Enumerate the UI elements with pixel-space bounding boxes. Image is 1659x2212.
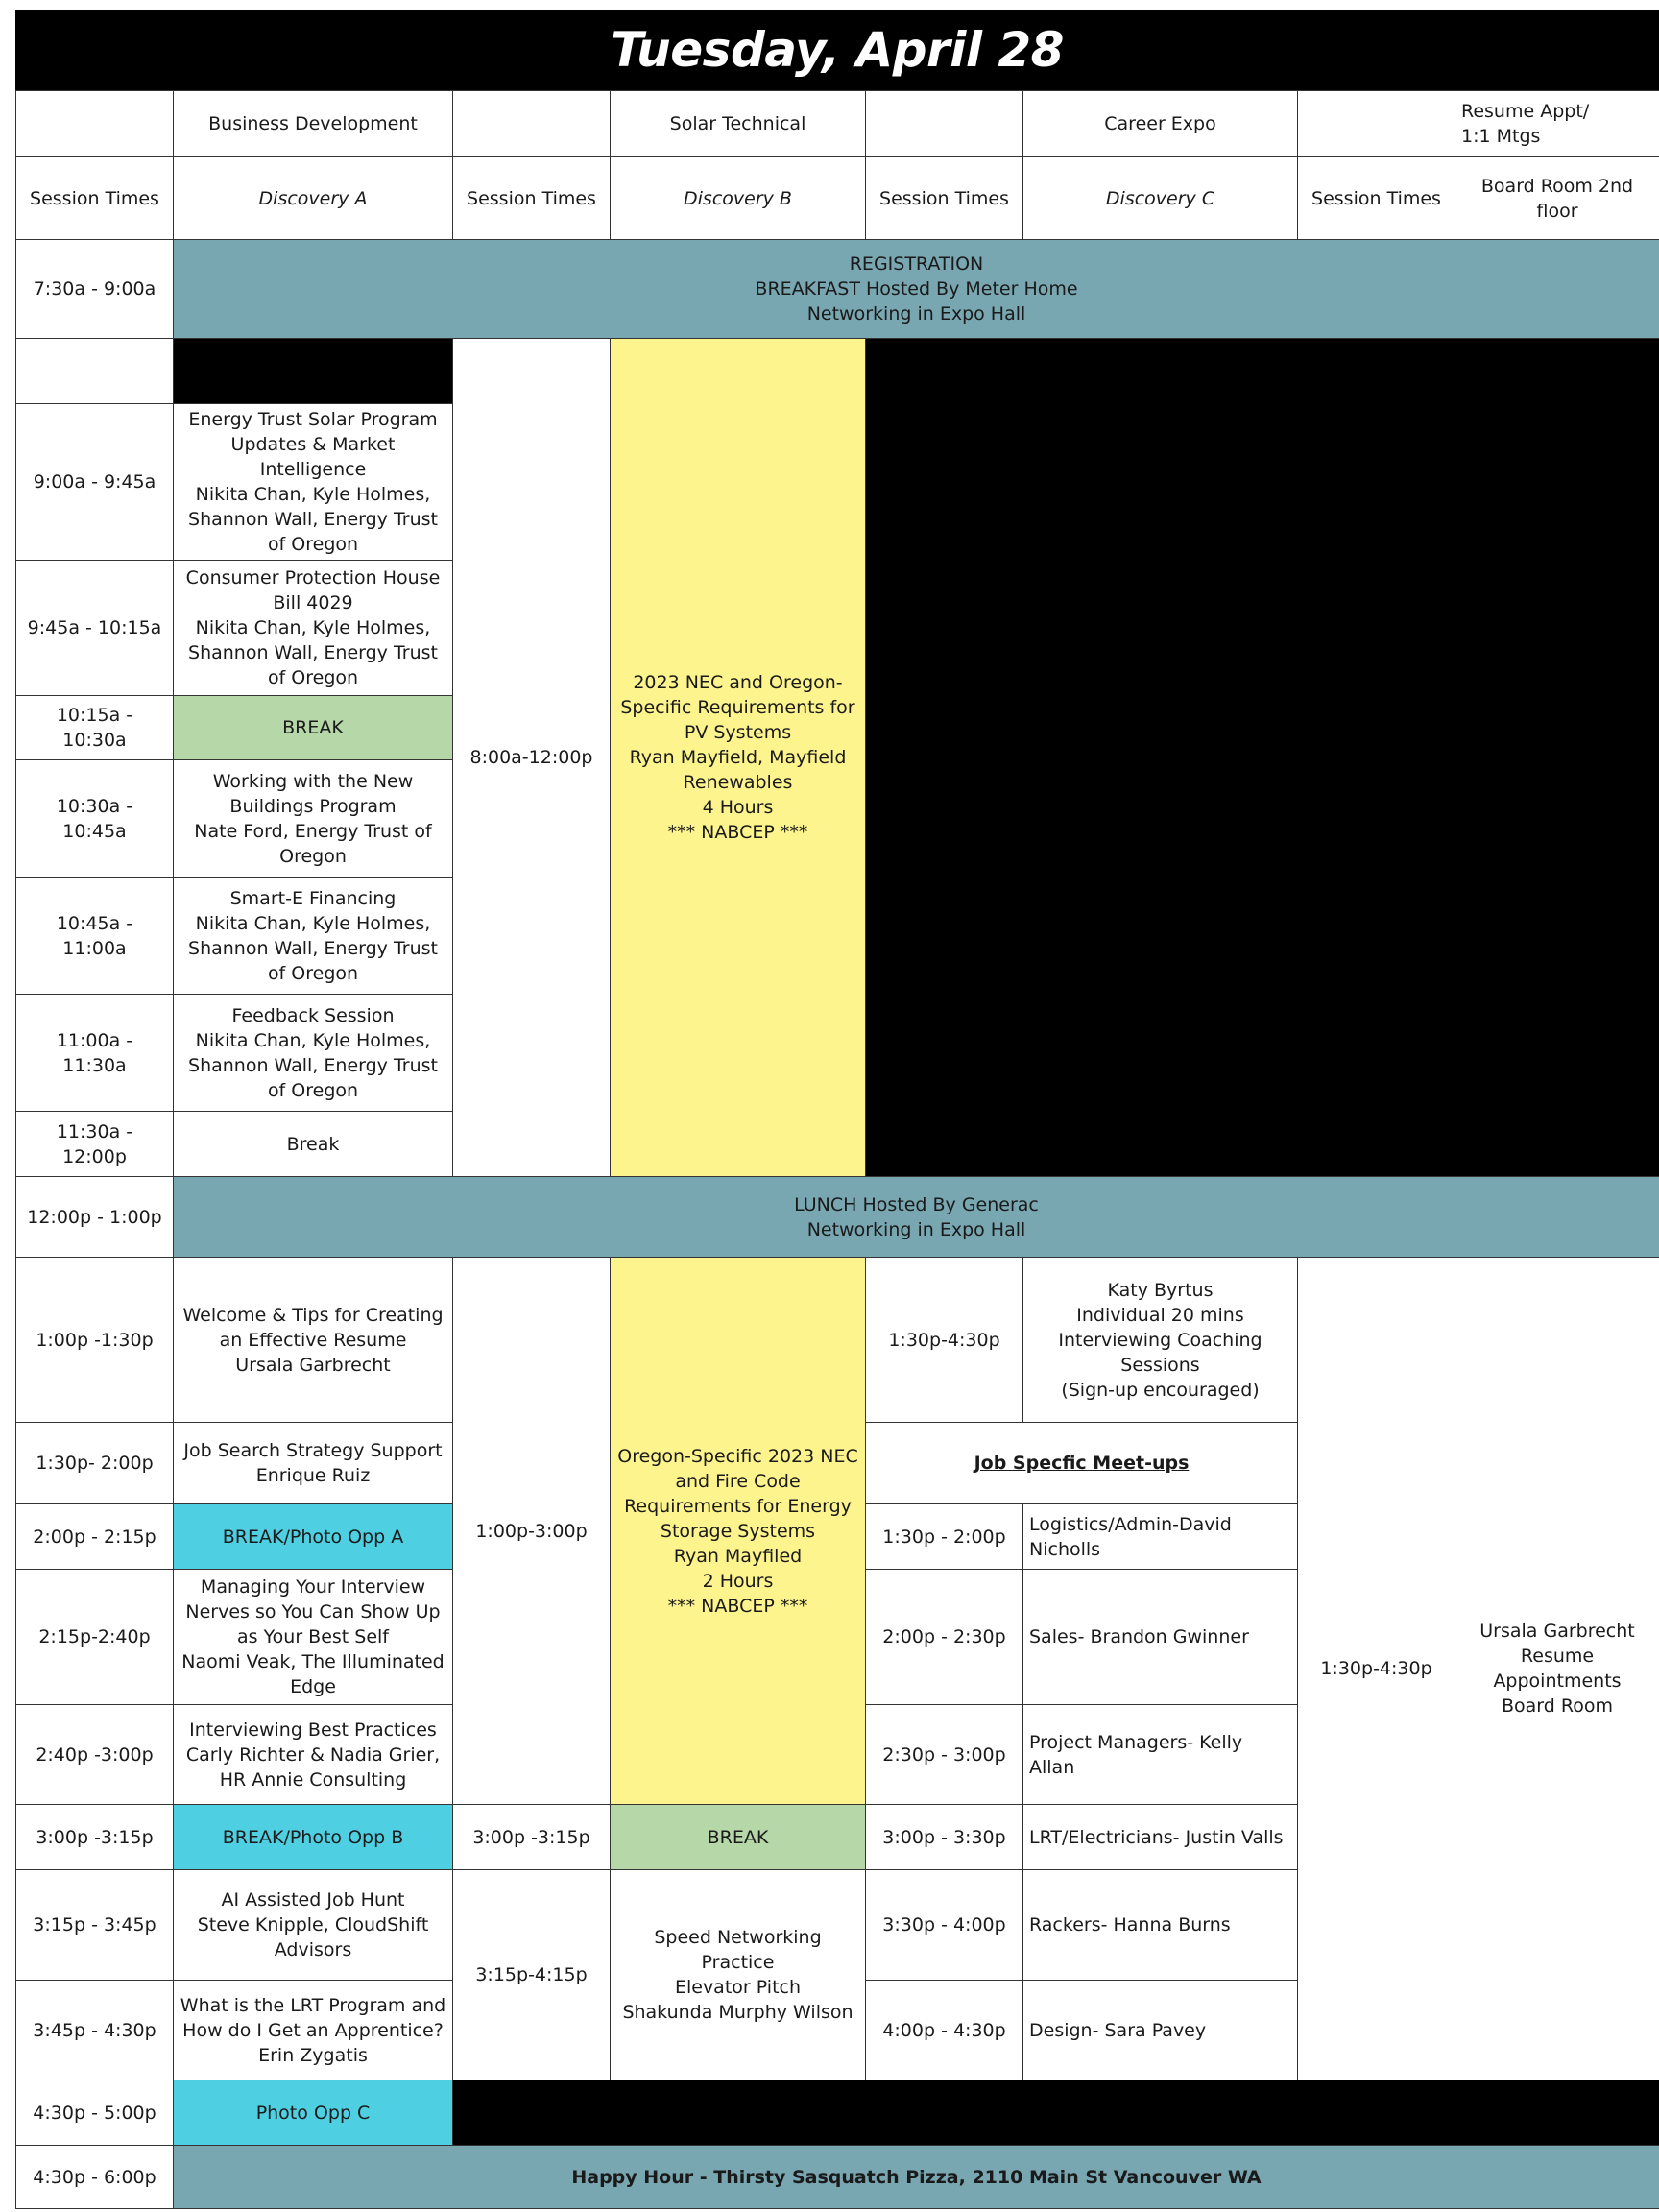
time-cell: 3:45p - 4:30p: [16, 1981, 174, 2080]
empty-header-cell: [866, 91, 1023, 157]
meetup-cell: Rackers- Hanna Burns: [1023, 1870, 1298, 1981]
time-cell: 2:40p -3:00p: [16, 1705, 174, 1805]
track-business-development: Business Development: [174, 91, 453, 157]
room-header-row: [16, 157, 1659, 240]
registration-row: [16, 240, 1659, 339]
session-cell: Break: [174, 1112, 453, 1177]
time-cell: 10:30a - 10:45a: [16, 760, 174, 878]
meetup-time: 2:00p - 2:30p: [866, 1570, 1023, 1705]
time-cell: 1:30p- 2:00p: [16, 1423, 174, 1504]
schedule-table: [15, 90, 1659, 2209]
time-cell: 10:45a - 11:00a: [16, 878, 174, 995]
session-cell: Working with the New Buildings Program Nate Ford, Energy Trust of Oregon: [174, 760, 453, 878]
break-cell: Photo Opp C: [174, 2080, 453, 2146]
networking-time: 3:15p-4:15p: [453, 1870, 611, 2080]
meetup-time: 2:30p - 3:00p: [866, 1705, 1023, 1805]
schedule-row: [16, 2080, 1659, 2146]
meetup-cell: Project Managers- Kelly Allan: [1023, 1705, 1298, 1805]
session-cell: Welcome & Tips for Creating an Effective Resume Ursala Garbrecht: [174, 1258, 453, 1423]
time-cell: 4:30p - 5:00p: [16, 2080, 174, 2146]
break-cell: BREAK/Photo Opp A: [174, 1504, 453, 1570]
blocked-area: [453, 2080, 1659, 2146]
session-times-header: Session Times: [453, 157, 611, 240]
time-cell: 9:00a - 9:45a: [16, 404, 174, 561]
schedule-row: [16, 1258, 1659, 1423]
meetup-cell: Sales- Brandon Gwinner: [1023, 1570, 1298, 1705]
time-cell: 11:30a - 12:00p: [16, 1112, 174, 1177]
session-times-header: Session Times: [866, 157, 1023, 240]
empty-header-cell: [16, 91, 174, 157]
time-cell: 2:15p-2:40p: [16, 1570, 174, 1705]
empty-header-cell: [1298, 91, 1455, 157]
session-times-header: Session Times: [16, 157, 174, 240]
solar-morning-time: 8:00a-12:00p: [453, 339, 611, 1177]
session-cell: Nikita: [174, 339, 453, 404]
time-cell: 1:00p -1:30p: [16, 1258, 174, 1423]
meetup-time: 3:00p - 3:30p: [866, 1805, 1023, 1870]
session-cell: Smart-E Financing Nikita Chan, Kyle Holmes, Shannon Wall, Energy Trust of Oregon: [174, 878, 453, 995]
solar-break-time: 3:00p -3:15p: [453, 1805, 611, 1870]
empty-header-cell: [453, 91, 611, 157]
lunch-banner: LUNCH Hosted By Generac Networking in Expo Hall: [174, 1177, 1659, 1258]
room-discovery-b: Discovery B: [611, 157, 866, 240]
break-cell: BREAK: [174, 696, 453, 760]
page-title: Tuesday, April 28: [611, 22, 1064, 78]
schedule-sheet: [15, 10, 1659, 2208]
session-cell: Feedback Session Nikita Chan, Kyle Holmes, Shannon Wall, Energy Trust of Oregon: [174, 995, 453, 1112]
coaching-session: Katy Byrtus Individual 20 mins Interviewing Coaching Sessions (Sign-up encouraged): [1023, 1258, 1298, 1423]
time-cell: 2:00p - 2:15p: [16, 1504, 174, 1570]
track-solar-technical: Solar Technical: [611, 91, 866, 157]
solar-afternoon-time: 1:00p-3:00p: [453, 1258, 611, 1805]
track-career-expo: Career Expo: [1023, 91, 1298, 157]
resume-time: 1:30p-4:30p: [1298, 1258, 1455, 2080]
blocked-area: [866, 339, 1659, 1177]
happy-hour-row: [16, 2146, 1659, 2209]
room-board-room: Board Room 2nd floor: [1455, 157, 1659, 240]
track-resume-appointments: Resume Appt/ 1:1 Mtgs: [1455, 91, 1659, 157]
session-cell: What is the LRT Program and How do I Get an Apprentice? Erin Zygatis: [174, 1981, 453, 2080]
solar-morning-session: 2023 NEC and Oregon-Specific Requirements for PV Systems Ryan Mayfield, Mayfield Renewables 4 Hours *** NABCEP ***: [611, 339, 866, 1177]
room-discovery-c: Discovery C: [1023, 157, 1298, 240]
time-cell: 9:45a - 10:15a: [16, 561, 174, 696]
session-cell: Consumer Protection House Bill 4029 Nikita Chan, Kyle Holmes, Shannon Wall, Energy Trust of Oregon: [174, 561, 453, 696]
time-cell: 3:00p -3:15p: [16, 1805, 174, 1870]
meetup-cell: LRT/Electricians- Justin Valls: [1023, 1805, 1298, 1870]
coaching-time: 1:30p-4:30p: [866, 1258, 1023, 1423]
schedule-row: [16, 339, 1659, 404]
break-cell: BREAK/Photo Opp B: [174, 1805, 453, 1870]
meetup-cell: Design- Sara Pavey: [1023, 1981, 1298, 2080]
resume-appointments: Ursala Garbrecht Resume Appointments Board Room: [1455, 1258, 1659, 2080]
registration-banner: REGISTRATION BREAKFAST Hosted By Meter Home Networking in Expo Hall: [174, 240, 1659, 339]
time-cell: 12:00p - 1:00p: [16, 1177, 174, 1258]
time-cell: [16, 339, 174, 404]
time-cell: 4:30p - 6:00p: [16, 2146, 174, 2209]
session-times-header: Session Times: [1298, 157, 1455, 240]
session-cell: Managing Your Interview Nerves so You Can Show Up as Your Best Self Naomi Veak, The Illuminated Edge: [174, 1570, 453, 1705]
meetup-time: 3:30p - 4:00p: [866, 1870, 1023, 1981]
happy-hour-banner: Happy Hour - Thirsty Sasquatch Pizza, 2110 Main St Vancouver WA: [174, 2146, 1659, 2209]
room-discovery-a: Discovery A: [174, 157, 453, 240]
track-header-row: [16, 91, 1659, 157]
session-cell: AI Assisted Job Hunt Steve Knipple, CloudShift Advisors: [174, 1870, 453, 1981]
networking-session: Speed Networking Practice Elevator Pitch Shakunda Murphy Wilson: [611, 1870, 866, 2080]
title-bar: [15, 10, 1659, 90]
solar-break: BREAK: [611, 1805, 866, 1870]
meetup-cell: Logistics/Admin-David Nicholls: [1023, 1504, 1298, 1570]
lunch-row: [16, 1177, 1659, 1258]
session-cell: Job Search Strategy Support Enrique Ruiz: [174, 1423, 453, 1504]
time-cell: 7:30a - 9:00a: [16, 240, 174, 339]
meetups-title: Job Specfic Meet-ups: [866, 1423, 1298, 1504]
time-cell: 3:15p - 3:45p: [16, 1870, 174, 1981]
time-cell: 11:00a - 11:30a: [16, 995, 174, 1112]
session-cell: Energy Trust Solar Program Updates & Market Intelligence Nikita Chan, Kyle Holmes, Shannon Wall, Energy Trust of Oregon: [174, 404, 453, 561]
meetup-time: 4:00p - 4:30p: [866, 1981, 1023, 2080]
solar-afternoon-session: Oregon-Specific 2023 NEC and Fire Code Requirements for Energy Storage Systems Ryan Mayfiled 2 Hours *** NABCEP ***: [611, 1258, 866, 1805]
meetup-time: 1:30p - 2:00p: [866, 1504, 1023, 1570]
session-cell: Interviewing Best Practices Carly Richter & Nadia Grier, HR Annie Consulting: [174, 1705, 453, 1805]
time-cell: 10:15a - 10:30a: [16, 696, 174, 760]
